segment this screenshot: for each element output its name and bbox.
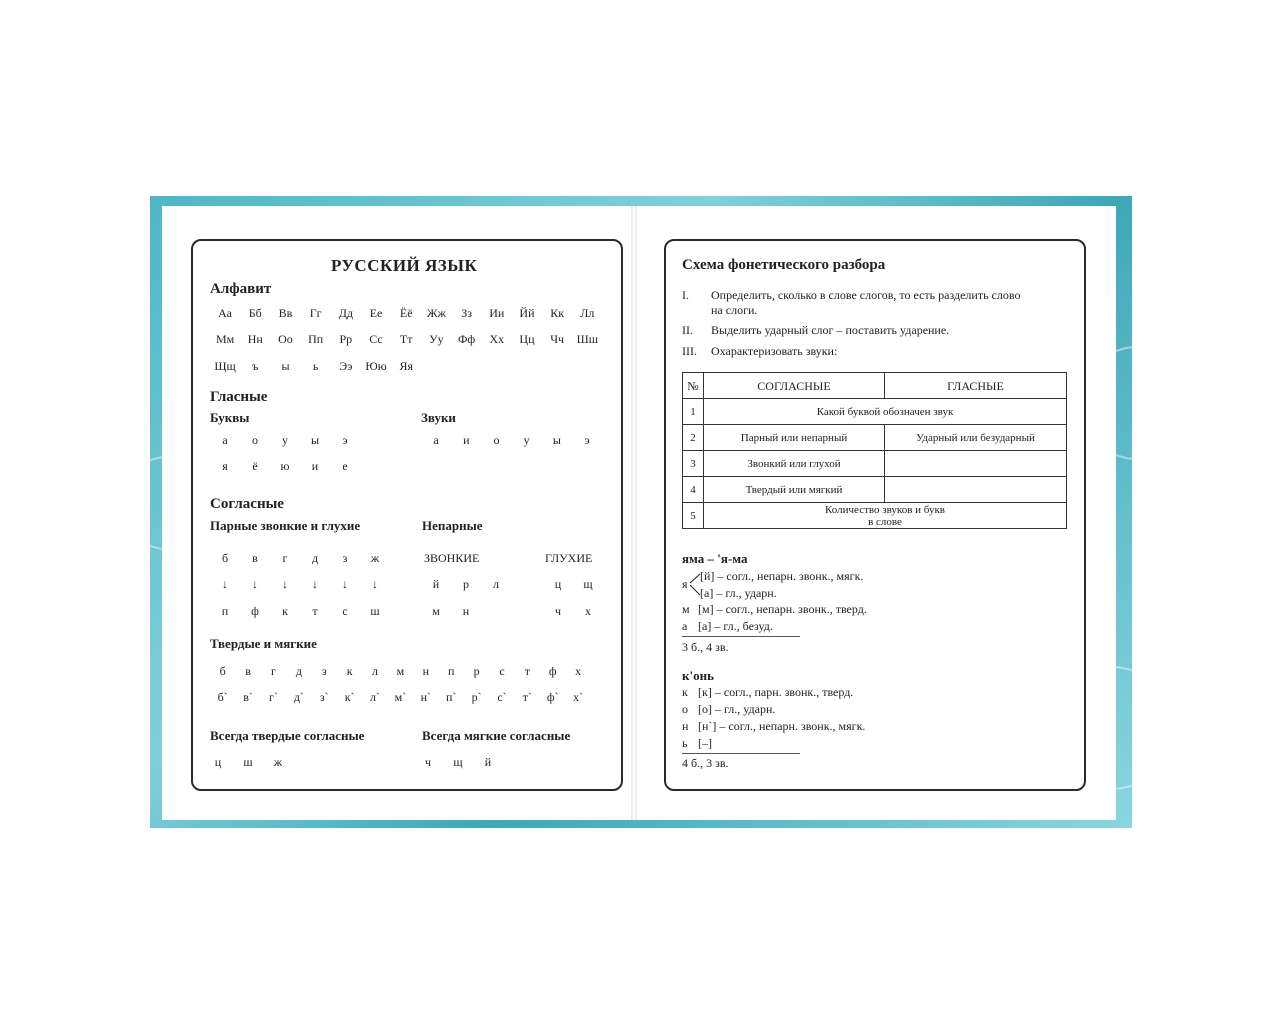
soft-consonant: б` <box>217 690 228 704</box>
vowels-heading: Гласные <box>210 389 268 405</box>
vowel-letter: ё <box>252 459 258 473</box>
soft-consonant: ф` <box>546 690 559 704</box>
alphabet-letter: Рр <box>339 332 353 346</box>
always-soft-row <box>413 755 503 770</box>
vowel-sound: и <box>463 433 470 447</box>
alphabet-letter: Ее <box>369 306 383 320</box>
pair-arrow-icon: ↓ <box>342 577 348 591</box>
example-letter: а <box>682 619 688 633</box>
alphabet-letter: Ии <box>489 306 505 320</box>
vowel-letter: э <box>342 433 348 447</box>
vowel-sound: э <box>584 433 590 447</box>
hard-consonant: д <box>295 664 302 678</box>
always-soft-consonant: й <box>484 755 492 769</box>
table-row <box>683 399 1067 425</box>
hard-consonant: п <box>448 664 455 678</box>
soft-consonant: з` <box>319 690 329 704</box>
paired-voiced-consonant: ж <box>370 551 380 565</box>
unpaired-voiceless-consonant: х <box>585 604 591 618</box>
consonants-heading: Согласные <box>210 496 284 512</box>
vowel-letters-row-1 <box>210 433 360 448</box>
unpaired-voiceless-label: ГЛУХИЕ <box>545 551 593 565</box>
vowel-sound: у <box>523 433 530 447</box>
hard-consonant: м <box>396 664 405 678</box>
always-hard-consonant: ц <box>214 755 222 769</box>
always-soft-consonant: щ <box>453 755 463 769</box>
paired-arrows-row <box>210 577 390 592</box>
alphabet-letter: Лл <box>580 306 595 320</box>
vowel-letter: о <box>252 433 258 447</box>
always-hard-row <box>203 755 293 770</box>
alphabet-letter: Аа <box>218 306 233 320</box>
paired-voiceless-row <box>210 604 390 619</box>
alphabet-row-1 <box>210 306 602 321</box>
vowel-letter: ы <box>310 433 320 447</box>
hard-consonant: в <box>245 664 251 678</box>
unpaired-voiceless-consonant: щ <box>583 577 593 591</box>
unpaired-voiced-consonant: й <box>432 577 440 591</box>
paired-voiceless-consonant: ф <box>251 604 259 618</box>
alphabet-letter: Ээ <box>339 359 353 373</box>
soft-consonant: г` <box>269 690 278 704</box>
unpaired-voiceless-row-2 <box>543 604 603 619</box>
alphabet-letter: ы <box>281 359 290 373</box>
alphabet-letter: Цц <box>519 332 535 346</box>
alphabet-letter: Гг <box>309 306 322 320</box>
alphabet-letter: Шш <box>576 332 599 346</box>
soft-consonant: х` <box>573 690 584 704</box>
alphabet-letter: Бб <box>248 306 262 320</box>
hard-consonant: р <box>473 664 480 678</box>
vowel-sounds-label: Звуки <box>421 410 456 425</box>
unpaired-voiced-consonant: л <box>493 577 499 591</box>
vowel-letter: е <box>342 459 348 473</box>
hard-consonant: к <box>346 664 353 678</box>
step-3-text: Охарактеризовать звуки: <box>711 344 838 358</box>
table-row <box>683 425 1067 451</box>
paired-voiced-consonant: д <box>311 551 319 565</box>
alphabet-letter: Щщ <box>214 359 236 373</box>
example-letter: я <box>682 577 688 591</box>
soft-consonant: р` <box>471 690 482 704</box>
table-cell: 4 <box>683 477 704 503</box>
soft-consonant: т` <box>522 690 532 704</box>
hard-consonant: г <box>271 664 276 678</box>
unpaired-voiced-consonant: н <box>462 604 470 618</box>
paired-voiceless-consonant: п <box>221 604 229 618</box>
step-2-text: Выделить ударный слог – поставить ударение. <box>711 323 950 337</box>
table-cell <box>704 503 1067 529</box>
example-letter: н <box>682 719 689 733</box>
paired-voiced-row <box>210 551 390 566</box>
vowel-letter: я <box>222 459 228 473</box>
hard-consonants-row <box>210 664 591 679</box>
unpaired-voiced-consonant: м <box>432 604 440 618</box>
alphabet-letter: Пп <box>308 332 324 346</box>
paired-voiceless-consonant: с <box>342 604 348 618</box>
alphabet-letter: Кк <box>550 306 565 320</box>
soft-consonant: м` <box>394 690 407 704</box>
alphabet-letter: Чч <box>550 332 565 346</box>
alphabet-letter: Юю <box>365 359 387 373</box>
paired-consonants-label: Парные звонкие и глухие <box>210 518 361 533</box>
hard-consonant: з <box>321 664 327 678</box>
hard-consonant: л <box>372 664 379 678</box>
table-cell: 1 <box>683 399 704 425</box>
example-sound-line: [й] – согл., непарн. звонк., мягк. <box>700 569 864 583</box>
example-letter: м <box>682 602 690 616</box>
table-header-cell: № <box>683 373 704 399</box>
alphabet-letter: Зз <box>461 306 472 320</box>
alphabet-letter: Тт <box>399 332 413 346</box>
always-soft-label: Всегда мягкие согласные <box>422 728 571 743</box>
table-cell <box>885 477 1067 503</box>
paired-voiced-consonant: б <box>221 551 229 565</box>
table-cell: Твердый или мягкий <box>704 477 885 503</box>
paired-voiceless-consonant: к <box>282 604 288 618</box>
hard-consonant: х <box>575 664 582 678</box>
paired-voiced-consonant: г <box>282 551 288 565</box>
example-total: 3 б., 4 зв. <box>682 640 729 654</box>
step-1-text: Определить, сколько в слове слогов, то есть разделить слово <box>711 288 1021 302</box>
example-word-yama: яма – 'я-ма <box>682 551 748 566</box>
alphabet-letter: Нн <box>247 332 263 346</box>
example-sound-line: [о] – гл., ударн. <box>698 702 776 716</box>
example-sound-line: [а] – гл., безуд. <box>698 619 773 633</box>
alphabet-letter: Мм <box>215 332 235 346</box>
unpaired-voiced-row-2 <box>421 604 481 619</box>
vowel-letter: у <box>282 433 288 447</box>
vowel-letter: ю <box>280 459 290 473</box>
hard-consonant: ф <box>548 664 557 678</box>
alphabet-letter: Хх <box>489 332 505 346</box>
alphabet-letter: ъ <box>252 359 259 373</box>
paired-voiceless-consonant: т <box>312 604 318 618</box>
vowel-sounds-row <box>421 433 602 448</box>
vowel-sound: ы <box>552 433 561 447</box>
vowel-sound: о <box>493 433 500 447</box>
example-letter: к <box>682 685 688 699</box>
alphabet-letter: Оо <box>278 332 293 346</box>
table-cell-line: Количество звуков и букв <box>824 503 945 516</box>
phonetic-scheme-title: Схема фонетического разбора <box>682 257 886 273</box>
unpaired-voiceless-consonant: ч <box>554 604 562 618</box>
soft-consonants-row <box>210 690 591 705</box>
always-hard-consonant: ш <box>243 755 253 769</box>
example-sound-line: [–] <box>698 736 712 750</box>
page-title: РУССКИЙ ЯЗЫК <box>331 256 478 275</box>
step-2-number: II. <box>682 323 693 337</box>
alphabet-letter: Ёё <box>399 306 413 320</box>
example-total: 4 б., 3 зв. <box>682 756 729 770</box>
alphabet-row-2 <box>210 332 602 347</box>
pair-arrow-icon: ↓ <box>222 577 228 591</box>
vowel-letter: а <box>222 433 228 447</box>
always-soft-consonant: ч <box>424 755 432 769</box>
example-sound-line: [н`] – согл., непарн. звонк., мягк. <box>698 719 866 733</box>
vowel-sound: а <box>433 433 439 447</box>
always-hard-label: Всегда твердые согласные <box>210 728 365 743</box>
alphabet-letter: Уу <box>429 332 444 346</box>
pair-arrow-icon: ↓ <box>282 577 288 591</box>
alphabet-row-3 <box>210 359 421 374</box>
soft-consonant: д` <box>293 690 304 704</box>
hard-consonant: б <box>219 664 226 678</box>
hard-consonant: т <box>524 664 530 678</box>
unpaired-voiceless-consonant: ц <box>554 577 562 591</box>
example-sound-line: [к] – согл., парн. звонк., тверд. <box>698 685 854 699</box>
soft-consonant: н` <box>420 690 432 704</box>
alphabet-letter: Вв <box>278 306 293 320</box>
unpaired-voiced-row-1 <box>421 577 511 592</box>
soft-consonant: с` <box>497 690 507 704</box>
pair-arrow-icon: ↓ <box>312 577 318 591</box>
divider <box>682 753 800 754</box>
table-cell: 2 <box>683 425 704 451</box>
soft-consonant: к` <box>344 690 355 704</box>
phonetic-table <box>682 372 1067 529</box>
table-cell <box>885 451 1067 477</box>
table-cell: Звонкий или глухой <box>704 451 885 477</box>
paired-voiced-consonant: в <box>252 551 258 565</box>
step-1-number: I. <box>682 288 689 302</box>
table-cell: Какой буквой обозначен звук <box>704 399 1067 425</box>
table-cell: Ударный или безударный <box>885 425 1067 451</box>
alphabet-heading: Алфавит <box>210 281 272 297</box>
divider <box>682 636 800 637</box>
example-sound-line: [м] – согл., непарн. звонк., тверд. <box>698 602 867 616</box>
vowel-letters-label: Буквы <box>210 410 250 425</box>
alphabet-letter: Фф <box>457 332 476 346</box>
table-header-cell: ГЛАСНЫЕ <box>885 373 1067 399</box>
alphabet-letter: Йй <box>519 306 535 320</box>
hard-consonant: с <box>499 664 505 678</box>
vowel-letters-row-2 <box>210 459 360 474</box>
hard-soft-label: Твердые и мягкие <box>210 636 317 651</box>
unpaired-voiced-consonant: р <box>463 577 469 591</box>
table-cell: Парный или непарный <box>704 425 885 451</box>
example-sound-line: [а] – гл., ударн. <box>700 586 777 600</box>
unpaired-voiced-label: ЗВОНКИЕ <box>424 551 480 565</box>
vowel-letter: и <box>311 459 319 473</box>
alphabet-letter: Сс <box>369 332 383 346</box>
alphabet-letter: ь <box>312 359 319 373</box>
alphabet-letter: Жж <box>426 306 446 320</box>
hard-consonant: н <box>422 664 430 678</box>
table-row <box>683 451 1067 477</box>
table-header-row <box>683 373 1067 399</box>
unpaired-voiceless-row-1 <box>543 577 603 592</box>
table-row <box>683 503 1067 529</box>
soft-consonant: п` <box>446 690 457 704</box>
table-row <box>683 477 1067 503</box>
pair-arrow-icon: ↓ <box>372 577 378 591</box>
notebook-spine <box>631 206 637 820</box>
pair-arrow-icon: ↓ <box>252 577 258 591</box>
paired-voiceless-consonant: ш <box>370 604 380 618</box>
example-letter: ь <box>682 736 688 750</box>
soft-consonant: л` <box>370 690 381 704</box>
table-cell: 3 <box>683 451 704 477</box>
table-cell: 5 <box>683 503 704 529</box>
example-letter: о <box>682 702 688 716</box>
alphabet-letter: Дд <box>338 306 353 320</box>
table-cell-line: в слове <box>868 515 902 528</box>
russian-language-reference-card <box>191 239 623 791</box>
step-3-number: III. <box>682 344 697 358</box>
soft-consonant: в` <box>243 690 253 704</box>
example-word-kon: к'онь <box>682 668 714 683</box>
step-1-text-cont: на слоги. <box>711 303 758 317</box>
alphabet-letter: Яя <box>399 359 413 373</box>
unpaired-consonants-label: Непарные <box>422 518 483 533</box>
always-hard-consonant: ж <box>273 755 283 769</box>
paired-voiced-consonant: з <box>342 551 348 565</box>
table-header-cell: СОГЛАСНЫЕ <box>704 373 885 399</box>
